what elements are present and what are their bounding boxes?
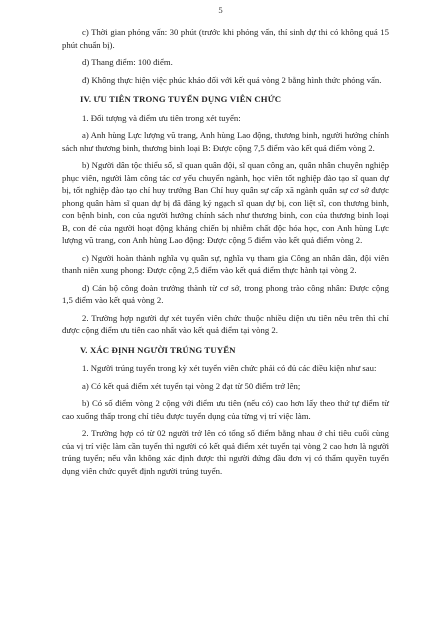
paragraph-iv-2: 2. Trường hợp người dự xét tuyển viên chức thuộc nhiều diện ưu tiên nêu trên thì chỉ được cộng điểm ưu tiên cao nhất vào kết quả điểm tại vòng 2. bbox=[62, 312, 389, 335]
paragraph-v-2: 2. Trường hợp có từ 02 người trở lên có tổng số điểm bằng nhau ở chỉ tiêu cuối cùng của vị trí việc làm cần tuyển thì người có kết quả điểm xét tuyển tại vòng 2 cao hơn là người trúng tuyển; nếu vẫn không xác định được thì người đứng đầu đơn vị có thẩm quyền tuyển dụng viên chức quyết định người trúng tuyển. bbox=[62, 428, 389, 476]
paragraph-iv-1a: a) Anh hùng Lực lượng vũ trang, Anh hùng Lao động, thương binh, người hưởng chính sách như thương binh, thương binh loại B: Được cộng 7,5 điểm vào kết quả điểm vòng 2. bbox=[62, 130, 389, 153]
paragraph-iv-1c: c) Người hoàn thành nghĩa vụ quân sự, nghĩa vụ tham gia Công an nhân dân, đội viên thanh niên xung phong: Được cộng 2,5 điểm vào kết quả điểm thực hành tại vòng 2. bbox=[62, 252, 389, 275]
paragraph-v-1a: a) Có kết quả điểm xét tuyển tại vòng 2 đạt từ 50 điểm trở lên; bbox=[82, 380, 301, 391]
document-body bbox=[62, 26, 389, 477]
page-number: 5 bbox=[218, 5, 223, 15]
paragraph-v-1: 1. Người trúng tuyển trong kỳ xét tuyển viên chức phải có đủ các điều kiện như sau: bbox=[82, 363, 377, 373]
paragraph-c-time: c) Thời gian phỏng vấn: 30 phút (trước khi phỏng vấn, thí sinh dự thi có không quá 15 phút chuẩn bị). bbox=[62, 27, 389, 50]
section-heading-section-iv: IV. ƯU TIÊN TRONG TUYỂN DỤNG VIÊN CHỨC bbox=[80, 94, 282, 104]
paragraph-iv-1b: b) Người dân tộc thiểu số, sĩ quan quân đội, sĩ quan công an, quân nhân chuyên nghiệp phục viên, người làm công tác cơ yếu chuyển ngành, học viên tốt nghiệp đào tạo sĩ quan dự bị, tốt nghiệp đào tạo chỉ huy trưởng Ban Chỉ huy quân sự cấp xã ngành quân sự cơ sở được phong quân hàm sĩ quan dự bị đã đăng ký ngạch sĩ quan dự bị, con liệt sĩ, con thương binh, con bệnh binh, con của người hưởng chính sách như thương binh, con của thương binh loại B, con đẻ của người hoạt động kháng chiến bị nhiễm chất độc hóa học, con Anh hùng Lực lượng vũ trang, con Anh hùng Lao động: Được cộng 5 điểm vào kết quả điểm vòng 2. bbox=[62, 160, 389, 245]
paragraph-v-1b: b) Có số điểm vòng 2 cộng với điểm ưu tiên (nếu có) cao hơn lấy theo thứ tự điểm từ cao xuống thấp trong chỉ tiêu được tuyển dụng của từng vị trí việc làm. bbox=[62, 398, 389, 421]
paragraph-d-score: d) Thang điểm: 100 điểm. bbox=[82, 57, 173, 67]
section-heading-section-v: V. XÁC ĐỊNH NGƯỜI TRÚNG TUYỂN bbox=[80, 344, 236, 355]
paragraph-dd-review: đ) Không thực hiện việc phúc khảo đối với kết quả vòng 2 bằng hình thức phỏng vấn. bbox=[82, 74, 382, 85]
paragraph-iv-1: 1. Đối tượng và điểm ưu tiên trong xét tuyển: bbox=[82, 112, 241, 123]
paragraph-iv-1d: d) Cán bộ công đoàn trưởng thành từ cơ sở, trong phong trào công nhân: Được cộng 1,5 điểm vào kết quả vòng 2. bbox=[62, 282, 389, 305]
